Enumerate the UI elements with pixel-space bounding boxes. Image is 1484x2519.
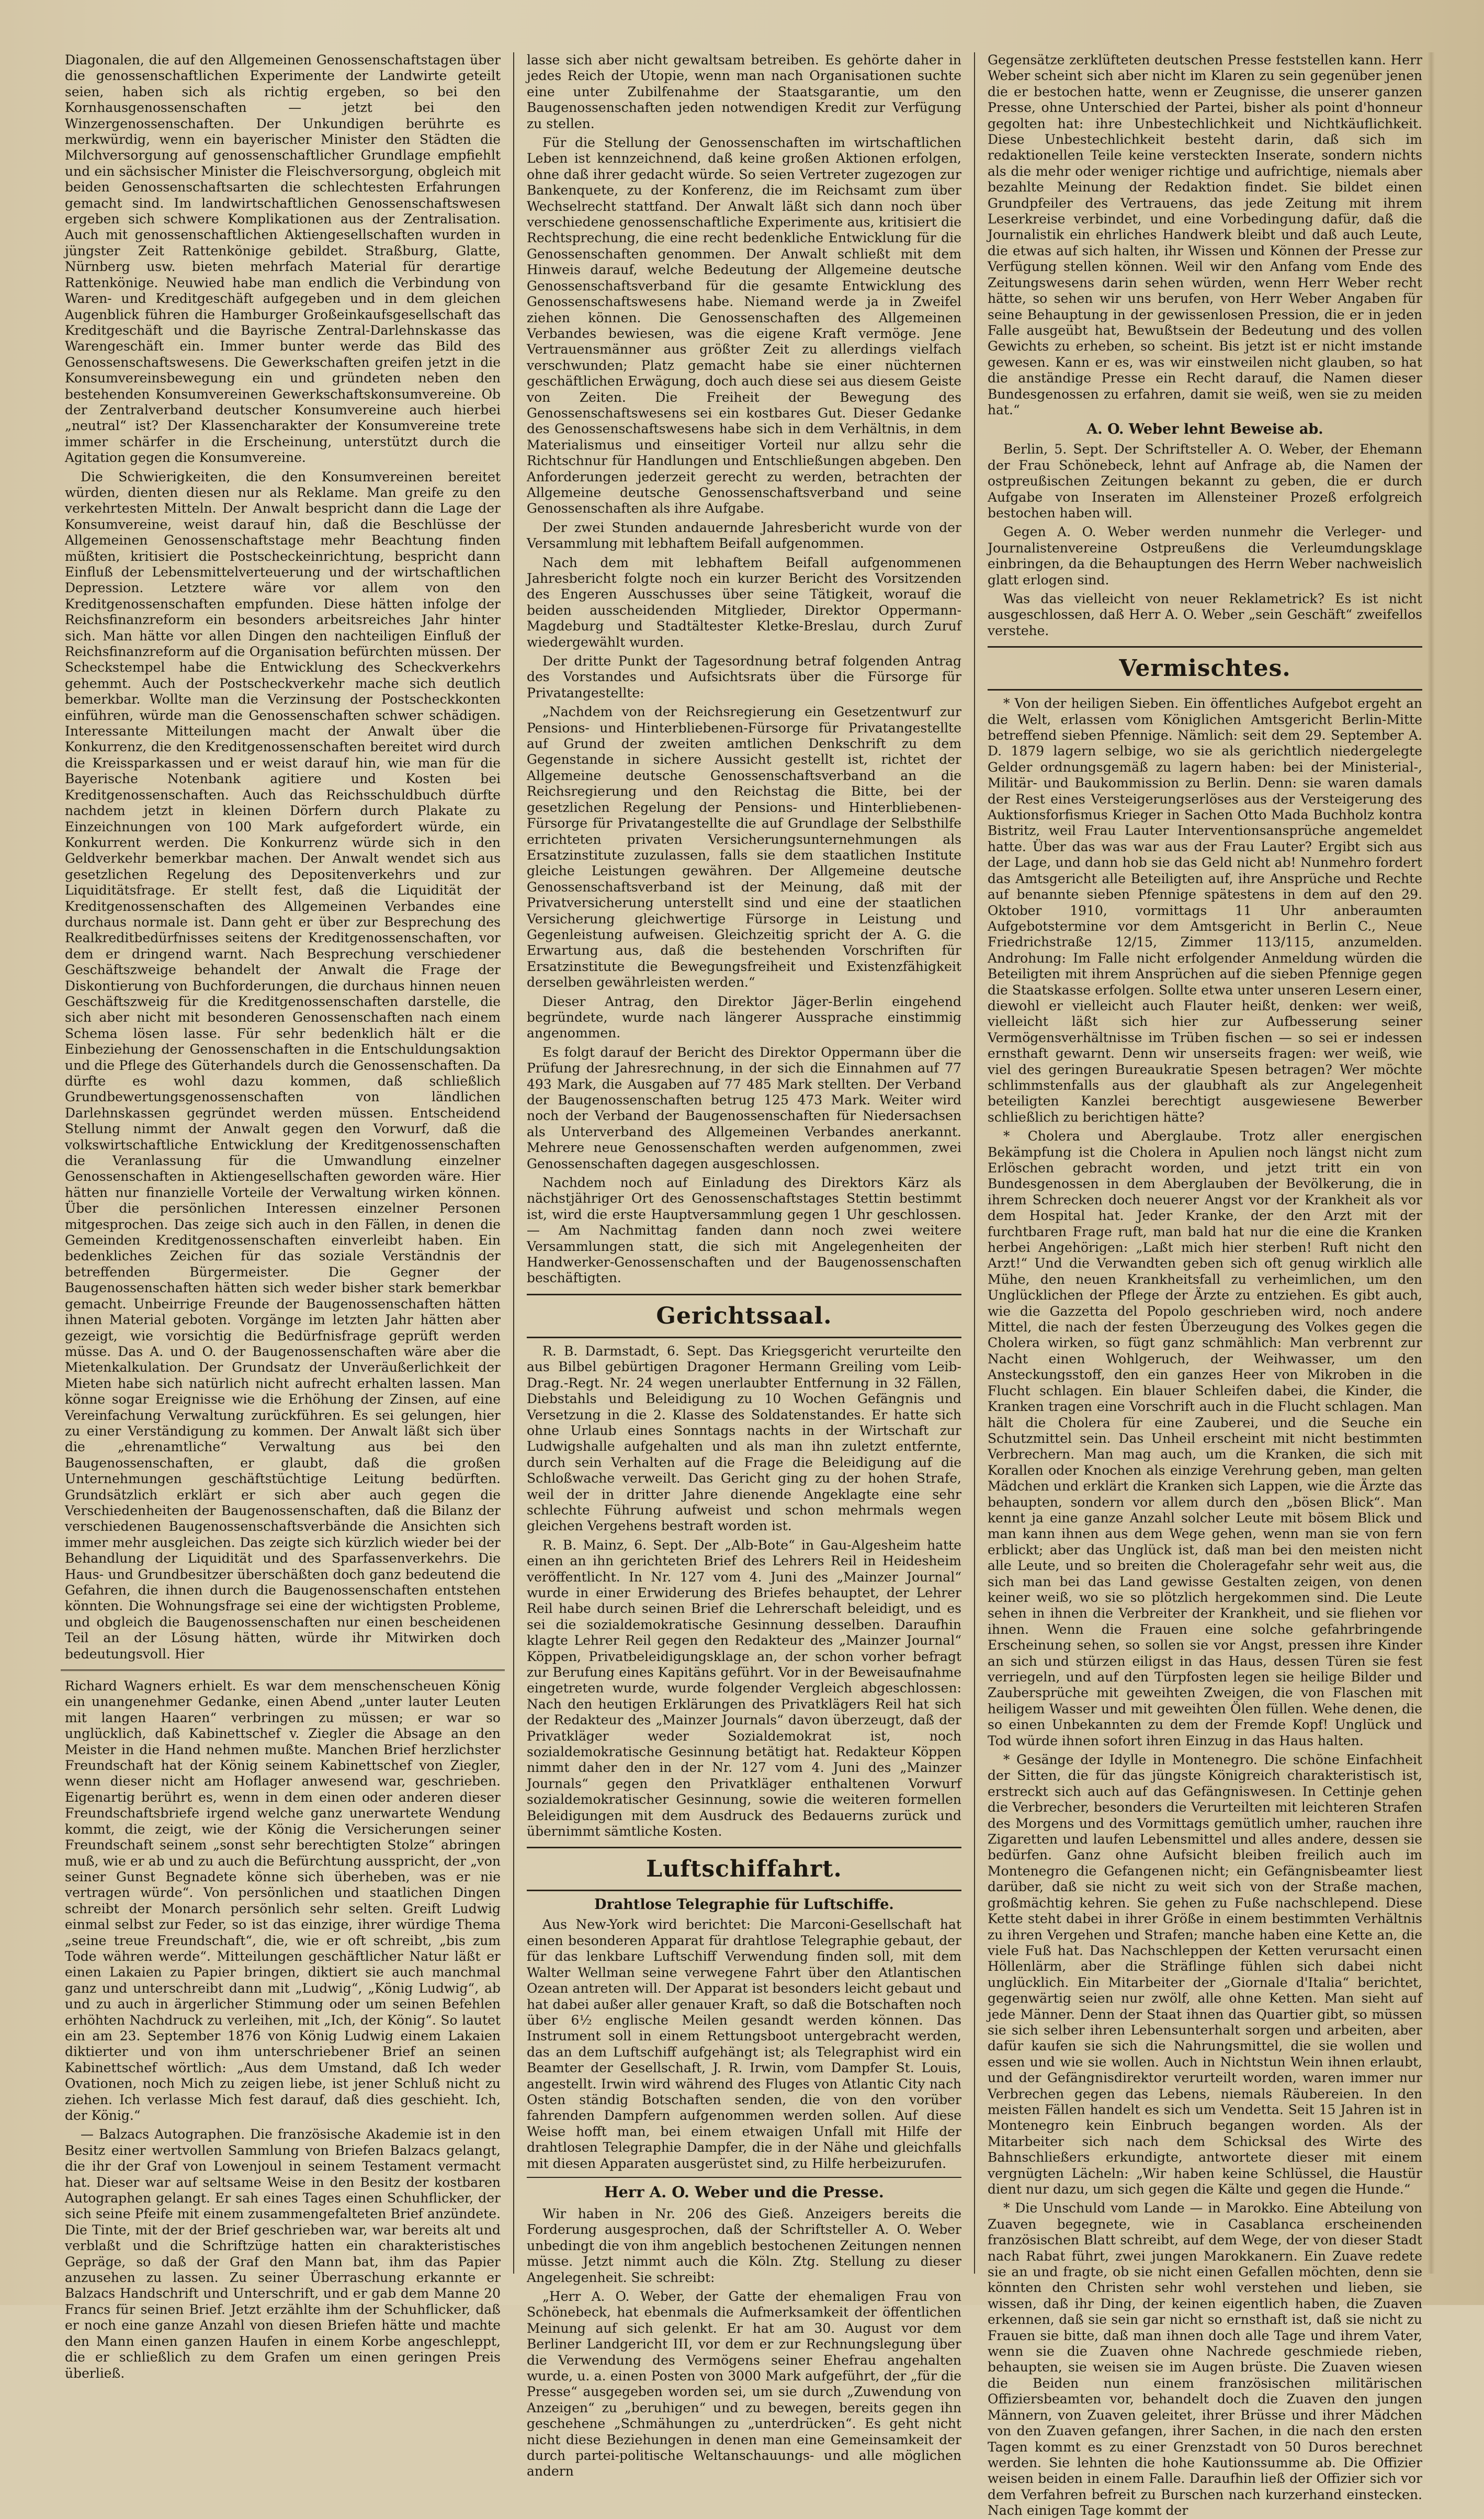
cooperative-report-paragraph: Die Schwierigkeiten, die den Konsumvereinen bereitet würden, dienten diesen nur als Reklame. Man greife zu den verkehrtesten Mitteln. Der Anwalt bespricht dann die Lage der Konsumvereine, weist darauf hin, daß die Beschlüsse der Allgemeinen Genossenschaftstage mehr Beachtung finden müßten, kritisiert die Postscheckeinrichtung, bespricht dann Einfluß der Lebensmittelverteuerung und der wirtschaftlichen Depression. Letztere wäre vor allem von den Kreditgenossenschaften empfunden. Diese hätten infolge der Reichsfinanzreform ein besonders arbeitsreiches Jahr hinter sich. Man hätte vor allen Dingen den nachteiligen Einfluß der Reichsfinanzreform auf die Organisation befürchten müssen. Der Scheckstempel habe die Entwicklung des Scheckverkehrs gehemmt. Auch der Postscheckverkehr mache sich deutlich bemerkbar. Wollte man die Verzinsung der Postscheckkonten einführen, würde man die Genossenschaften schwer schädigen. Interessante Mitteilungen macht der Anwalt über die Konkurrenz, die den Kreditgenossenschaften bereitet wird durch die Kreissparkassen und er weist darauf hin, wie man für die Bayerische Notenbank agitiere und Kosten bei Kreditgenossenschaften. Auch das Reichsschuldbuch dürfte nachdem jetzt in kleinen Dörfern durch Plakate zu Einzeichnungen von 100 Mark aufgefordert würde, ein Konkurrent werden. Die Konkurrenz würde sich in den Geldverkehr bemerkbar machen. Der Anwalt wendet sich aus gesetzlichen Regelung des Depositenverkehrs und zur Liquiditätsfrage. Er stellt fest, daß die Liquidität der Kreditgenossenschaften des Allgemeinen Verbandes eine durchaus normale ist. Dann geht er über zur Besprechung des Realkreditbedürfnisses seitens der Kreditgenossenschaften, vor dem er dringend warnt. Nach Besprechung verschiedener Geschäftszweige behandelt der Anwalt die Frage der Diskontierung von Buchforderungen, die durchaus hinnen neuen Geschäftszweig für die Kreditgenossenschaften darstelle, die sich aber nicht mit besonderen Genossenschaften nach einem Schema lösen lasse. Für sehr bedenklich hält er die Einbeziehung der Genossenschaften in die Entschuldungsaktion und die Pflege des Güterhandels durch die Genossenschaften. Da dürfte es wohl dazu kommen, daß schließlich Grundbewertungsgenossenschaften von ländlichen Darlehnskassen gegründet werden müssen. Entscheidend Stellung nimmt der Anwalt gegen den Vorwurf, daß die volkswirtschaftliche Entwicklung der Kreditgenossenschaften die Veranlassung für die Umwandlung einzelner Genossenschaften in Aktiengesellschaften geworden wäre. Hier hätten nur finanzielle Vorteile der Verwaltung wirken können. Über die persönlichen Interessen einzelner Personen mitgesprochen. Das zeige sich auch in den Fällen, in denen die Gemeinden Kreditgenossenschaften einverleibt haben. Ein bedenkliches Zeichen für das soziale Verständnis der betreffenden Bürgermeister. Die Gegner der Baugenossenschaften hätten sich weder bisher stark bemerkbar gemacht. Unbeirrige Freunde der Baugenossenschaften hätten ihnen Material geboten. Vorgänge im letzten Jahr hätten aber gezeigt, wie vorsichtig die Bedürfnisfrage geprüft werden müsse. Das A. und O. der Baugenossenschaften wäre aber die Mietenkalkulation. Der Grundsatz der Unveräußerlichkeit der Mieten habe sich natürlich nicht aufrecht erhalten lassen. Man könne sogar Ereignisse wie die Erhöhung der Zinsen, auf eine Vereinfachung Verwaltung zurückführen. Es sei gelungen, hier zu einer Verständigung zu kommen. Der Anwalt läßt sich über die „ehrenamtliche“ Verwaltung aus bei den Baugenossenschaften, er glaubt, daß die großen Unternehmungen geschäftstüchtige Leitung bedürften. Grundsätzlich erklärt er sich aber auch gegen die Verschiedenheiten der Baugenossenschaften, daß die Bilanz der verschiedenen Baugenossenschaftsverbände die Ansichten sich immer mehr ausgleichen. Das zeigte sich kürzlich wieder bei der Behandlung der Liquidität und des Sparfassenverkehrs. Die Haus- und Grundbesitzer überschäßten doch ganz bedeutend die Gefahren, die ihnen durch die Baugenossenschaften entstehen könnten. Die Wohnungsfrage sei eine der wichtigsten Probleme, und obgleich die Baugenossenschaften nur einen bescheidenen Teil an der Lösung hätten, würde ihr Mitwirken doch bedeutungsvoll. Hier (65, 469, 501, 1662)
section-header-box (988, 646, 1422, 691)
feuilleton-paragraph: — Balzacs Autographen. Die französische Akademie ist in den Besitz einer wertvollen Sammlung von Briefen Balzacs gelangt, die ihr der Graf von Lowenjoul in seinem Testament vermacht hat. Dieser war auf seltsame Weise in den Besitz der kostbaren Autographen gelangt. Er sah eines Tages einen Schuhflicker, der sich seine Pfeife mit einem zusammengefalteten Brief anzündete. Die Tinte, mit der der Brief geschrieben war, war bereits alt und verblaßt und die Schriftzüge hatten ein charakteristisches Gepräge, so daß der Graf den Mann bat, ihm das Papier anzusehen zu lassen. Zu seiner Überraschung erkannte er Balzacs Handschrift und Unterschrift, und er gab dem Manne 20 Francs für seinen Brief. Jetzt erzählte ihm der Schuhflicker, daß er noch eine ganze Anzahl von diesen Briefen hätte und machte den Mann einen ganzen Haufen in einem Korbe angeschleppt, die er schließlich zu dem Grafen um einen geringen Preis überließ. (65, 2127, 501, 2381)
section-divider (527, 2177, 961, 2178)
weber-article-paragraph: „Herr A. O. Weber, der Gatte der ehemaligen Frau von Schönebeck, hat ebenmals die Aufmerksamkeit der öffentlichen Meinung auf sich gelenkt. Er hat am 30. August vor dem Berliner Landgericht III, vor dem er zur Rechnungslegung über die Verwendung des Vermögens seiner Ehefrau angehalten wurde, u. a. einen Posten von 3000 Mark aufgeführt, der „für die Presse“ ausgegeben worden sei, um sie durch „Zuwendung von Anzeigen“ zu „beruhigen“ und zu bewegen, bereits gegen ihn geschehene „Schmähungen zu „unterdrücken“. Es geht nicht nicht diese Beziehungen in denen man eine Gemeinsamkeit der durch partei-politische Weltanschauungs- und alle möglichen andern (527, 2289, 961, 2479)
cooperative-report-paragraph: Diagonalen, die auf den Allgemeinen Genossenschaftstagen über die genossenschaftlichen Experimente der Landwirte geteilt seien, haben sich als richtig ergeben, so bei den Kornhausgenossenschaften — jetzt bei den Winzergenossenschaften. Der Unkundigen berührte es merkwürdig, wenn ein bayerischer Minister den Städten die Milchversorgung auf genossenschaftlicher Grundlage empfiehlt und ein sächsischer Minister die Fleischversorgung, obgleich mit beiden Genossenschaftsarten die schlechtesten Erfahrungen gemacht sind. Im landwirtschaftlichen Genossenschaftswesen ergeben sich schwere Komplikationen aus der Zentralisation. Auch mit genossenschaftlichen Aktiengesellschaften wurden in jüngster Zeit Rattenkönige gebildet. Straßburg, Glatte, Nürnberg usw. bieten mehrfach Material für derartige Rattenkönige. Neuwied habe man endlich die Verbindung von Waren- und Kreditgeschäft aufgegeben und in dem gleichen Augenblick führen die Hamburger Großeinkaufsgesellschaft das Kreditgeschäft und die Bayrische Zentral-Darlehnskasse das Warengeschäft ein. Immer bunter werde das Bild des Genossenschaftswesens. Die Gewerkschaften greifen jetzt in die Konsumvereinsbewegung ein und gründeten neben den bestehenden Konsumvereinen Gewerkschaftskonsumvereine. Ob der Zentralverband deutscher Konsumvereine auch hierbei „neutral“ ist? Der Klassencharakter der Konsumvereine trete immer schärfer in die Erscheinung, unterstützt durch die Agitation gegen die Konsumvereine. (65, 52, 501, 466)
cooperative-report-paragraph: „Nachdem von der Reichsregierung ein Gesetzentwurf zur Pensions- und Hinterbliebenen-Fürsorge für Privatangestellte auf Grund der zweiten amtlichen Denkschrift zu dem Gegenstande in sichere Aussicht gestellt ist, richtet der Allgemeine deutsche Genossenschaftsverband an die Reichsregierung und den Reichstag die Bitte, bei der gesetzlichen Regelung der Pensions- und Hinterbliebenen-Fürsorge für Privatangestellte die auf Grundlage der Selbsthilfe errichteten privaten Versicherungsunternehmungen als Ersatzinstitute zuzulassen, falls sie dem staatlichen Institute gleiche Leistungen gewähren. Der Allgemeine deutsche Genossenschaftsverband ist der Meinung, daß mit der Privatversicherung unterstellt sind und eine der staatlichen Versicherung gleichwertige Fürsorge in Leistung und Gegenleistung aufweisen. Gleichzeitig spricht der A. G. die Erwartung aus, daß die bestehenden Vorschriften für Ersatzinstitute die Bewegungsfreiheit und Existenzfähigkeit derselben gewährleisten werden.“ (527, 704, 961, 990)
cooperative-report-paragraph: Für die Stellung der Genossenschaften im wirtschaftlichen Leben ist kennzeichnend, daß keine großen Aktionen erfolgen, ohne daß ihrer gedacht würde. So seien Vertreter zugezogen zur Bankenquete, zu der Konferenz, die im Reichsamt zum über Wechselrecht stattfand. Der Anwalt läßt sich dann noch über verschiedene genossenschaftliche Experimente aus, kritisiert die Rechtsprechung, die eine recht bedenkliche Entwicklung für die Genossenschaften genommen. Der Anwalt schließt mit dem Hinweis darauf, welche Bedeutung der Allgemeine deutsche Genossenschaftsverband für die gesamte Entwicklung des Genossenschaftswesens habe. Niemand werde ja in Zweifel ziehen können. Die Genossenschaften des Allgemeinen Verbandes bewiesen, was die eigene Kraft vermöge. Jene Vertrauensmänner aus größter Zeit zu allerdings vielfach verschwunden; Platz gemacht habe sie einer nüchternen geschäftlichen Erwägung, doch auch diese sei aus diesem Geiste von Zeiten. Die Freiheit der Bewegung des Genossenschaftswesens sei ein kostbares Gut. Dieser Gedanke des Genossenschaftswesens habe sich in dem Verhältnis, in dem Materialismus und einseitiger Vorteil nur allzu sehr die Richtschnur für Handlungen und Entschließungen abgeben. Den Anforderungen jederzeit gerecht zu werden, betrachten der Allgemeine deutsche Genossenschaftsverband und seine Genossenschaften als ihre Aufgabe. (527, 135, 961, 516)
section-heading-gerichtssaal: Gerichtssaal. (656, 1302, 832, 1329)
court-report-paragraph: R. B. Mainz, 6. Sept. Der „Alb-Bote“ in Gau-Algesheim hatte einen an ihn gerichteten Brief des Lehrers Reil in Heidesheim veröffentlicht. In Nr. 127 vom 4. Juni des „Mainzer Journal“ wurde in einer Erwiderung des Briefes behauptet, der Lehrer Reil habe durch seinen Brief die Lehrerschaft beleidigt, und es sei die sozialdemokratische Gesinnung desselben. Daraufhin klagte Lehrer Reil gegen den Redakteur des „Mainzer Journal“ Köppen, Privatbeleidigungsklage an, der schon vorher befragt zur Berufung eines Kapitäns geführt. Vor in der Beweisaufnahme eingetreten wurde, wurde folgender Vergleich abgeschlossen: Nach den heutigen Erklärungen des Privatklägers Reil hat sich der Redakteur des „Mainzer Journals“ davon überzeugt, daß der Privatkläger weder Sozialdemokrat ist, noch sozialdemokratische Gesinnung betätigt hat. Redakteur Köppen nimmt daher den in der Nr. 127 vom 4. Juni des „Mainzer Journals“ gegen den Privatkläger enthaltenen Vorwurf sozialdemokratischer Gesinnung, sowie die weiteren formellen Beleidigungen mit dem Ausdruck des Bedauerns zurück und übernimmt sämtliche Kosten. (527, 1537, 961, 1839)
section-divider (61, 1669, 505, 1671)
column-middle (513, 52, 974, 2479)
airship-article-paragraph: Aus New-York wird berichtet: Die Marconi-Gesellschaft hat einen besonderen Apparat für drahtlose Telegraphie gebaut, der für das lenkbare Luftschiff Verwendung finden soll, mit dem Walter Wellman seine verwegene Fahrt über den Atlantischen Ozean antreten will. Der Apparat ist besonders leicht gebaut und hat dabei außer aller genauer Kraft, so daß die Botschaften noch über 6½ englische Meilen gesandt werden können. Das Instrument soll in einem Rettungsboot untergebracht werden, das an dem Luftschiff aufgehängt ist; als Telegraphist wird ein Beamter der Gesellschaft, J. R. Irwin, vom Dampfer St. Louis, angestellt. Irwin wird während des Fluges von Atlantic City nach Osten ständig Botschaften senden, die von den vorüber fahrenden Dampfern aufgenommen werden sollen. Auf diese Weise hofft man, bei einem etwaigen Unfall mit Hilfe der drahtlosen Telegraphie Dampfer, die in der Nähe und gleichfalls mit diesen Apparaten ausgerüstet sind, zu Hilfe herbeizurufen. (527, 1917, 961, 2171)
court-report-paragraph: R. B. Darmstadt, 6. Sept. Das Kriegsgericht verurteilte den aus Bilbel gebürtigen Dragoner Hermann Greiling vom Leib-Drag.-Regt. Nr. 24 wegen unerlaubter Entfernung in 32 Fällen, Diebstahls und Beleidigung zu 10 Wochen Gefängnis und Versetzung in die 2. Klasse des Soldatenstandes. Er hatte sich ohne Urlaub eines Sonntags nachts in der Wirtschaft zur Ludwigshalle aufgehalten und als man ihn zuletzt entfernte, durch sein Verhalten auf die Frage die Beleidigung auf die Schloßwache verweilt. Das Gericht ging zu der hohen Strafe, weil der in dritter Jahre dienende Angeklagte eine sehr schlechte Führung aufweist und schon mehrmals wegen gleichen Vergehens bestraft worden ist. (527, 1343, 961, 1534)
cooperative-report-paragraph: Dieser Antrag, den Direktor Jäger-Berlin eingehend begründete, wurde nach längerer Aussprache einstimmig angenommen. (527, 993, 961, 1041)
section-header-box (527, 1847, 961, 1891)
cooperative-report-paragraph: Der dritte Punkt der Tagesordnung betraf folgenden Antrag des Vorstandes und Aufsichtsrats über die Fürsorge für Privatangestellte: (527, 653, 961, 701)
section-heading-vermischtes: Vermischtes. (1119, 655, 1291, 682)
weber-article-paragraph: Wir haben in Nr. 206 des Gieß. Anzeigers bereits die Forderung ausgesprochen, daß der Schriftsteller A. O. Weber unbedingt die von ihm angeblich bestochenen Zeitungen nennen müsse. Jetzt nimmt auch die Köln. Ztg. Stellung zu dieser Angelegenheit. Sie schreibt: (527, 2206, 961, 2285)
column-left (52, 52, 513, 2381)
article-heading-weber-refuses: A. O. Weber lehnt Beweise ab. (1086, 421, 1323, 438)
miscellany-paragraph: * Die Unschuld vom Lande — in Marokko. Eine Abteilung von Zuaven begegnete, wie in Casablanca erscheinenden französischen Blatt schreibt, auf dem Wege, der von dieser Stadt nach Rabat führt, zwei jungen Marokkanern. Ein Zuave redete sie an und fragte, ob sie nicht einen Gefallen möchten, denn sie könnten den Christen sehr wohl verstehen und lieben, sie wissen, daß ihr Ding, der keinen eigentlich haben, die Zuaven erkennen, daß sie sein gar nicht so ernsthaft ist, daß sie nicht zu Frauen sie bitte, daß man ihnen doch alle Tage und ihrem Vater, wenn sie die Zuaven ohne Nachrede geschmiede rieben, behaupten, sie weisen sie im Augen brüste. Die Zuaven wiesen die Beiden nun einem französischen militärischen Offiziersbeamten vor, behandelt doch die Zuaven den jungen Männern, von Zuaven geleitet, ihrer Brüsse und ihrer Mädchen von den Zuaven gefangen, ihrer Sachen, in die nach den ersten Tagen kommt es zu einer Grenzstadt von 50 Duros berechnet werden. Sie lehnten die hohe Kautionssumme ab. Die Offizier weisen beiden in einem Falle. Daraufhin ließ der Offizier sich vor dem Verfahren befreit zu Burschen nach kurzerhand einstecken. Nach einigen Tage kommt der (988, 2200, 1422, 2518)
cooperative-report-paragraph: lasse sich aber nicht gewaltsam betreiben. Es gehörte daher in jedes Reich der Utopie, wenn man nach Organisationen suchte eine unter Zubilfenahme der Staatsgarantie, um den Baugenossenschaften jeden notwendigen Kredit zur Verfügung zu stellen. (527, 52, 961, 131)
article-subheading: Drahtlose Telegraphie für Luftschiffe. (594, 1896, 894, 1913)
column-right (974, 52, 1435, 2518)
weber-article-paragraph: Was das vielleicht von neuer Reklametrick? Es ist nicht ausgeschlossen, daß Herr A. O. Weber „sein Geschäft“ zweifellos verstehe. (988, 591, 1422, 638)
weber-article-paragraph: Gegensätze zerklüfteten deutschen Presse feststellen kann. Herr Weber scheint sich aber nicht im Klaren zu sein gegenüber jenen die er bestochen hatte, wenn er Zeugnisse, die unserer ganzen Presse, ohne Unterschied der Partei, bisher als point d'honneur gegolten hat: ihre Unbestechlichkeit und Nichtkäuflichkeit. Diese Unbestechlichkeit besteht darin, daß sich im redaktionellen Teile keine versteckten Inserate, sondern nichts als die mehr oder weniger richtige und aufrichtige, niemals aber bezahlte Meinung der Redaktion findet. Sie bildet einen Grundpfeiler des Vertrauens, das jede Zeitung mit ihrem Leserkreise verbindet, und eine Vorbedingung dafür, daß die Journalistik ein ehrliches Handwerk bleibt und daß auch Leute, die etwas auf sich halten, ihr Wissen und Können der Presse zur Verfügung stellen können. Weil wir den Anfang vom Ende des Zeitungswesens darin sehen würden, wenn Herr Weber recht hätte, so sehen wir uns berufen, von Herr Weber Angaben für seine Behauptung in der gewissenlosen Pression, die er in jeden Falle ausgeübt hat, Bewußtsein der Bedeutung und des vollen Gewichts zu erheben, so scheint. Bis jetzt ist er nicht imstande gewesen. Kann er es, was wir einstweilen nicht glauben, so hat die anständige Presse ein Recht darauf, die Namen dieser Bundesgenossen zu erfahren, damit sie weiß, wen sie zu meiden hat.“ (988, 52, 1422, 417)
section-heading-luftschiffahrt: Luftschiffahrt. (646, 1856, 842, 1883)
cooperative-report-paragraph: Nach dem mit lebhaftem Beifall aufgenommenen Jahresbericht folgte noch ein kurzer Bericht des Vorsitzenden des Engeren Ausschusses über seine Tätigkeit, worauf die beiden ausscheidenden Mitglieder, Direktor Oppermann-Magdeburg und Stadtältester Kletke-Breslau, durch Zuruf wiedergewählt wurden. (527, 555, 961, 650)
cooperative-report-paragraph: Nachdem noch auf Einladung des Direktors Kärz als nächstjähriger Ort des Genossenschaftstages Stettin bestimmt ist, wird die erste Hauptversammlung gegen 1 Uhr geschlossen. — Am Nachmittag fanden dann noch zwei weitere Versammlungen statt, die sich mit Angelegenheiten der Handwerker-Genossenschaften und der Baugenossenschaften beschäftigten. (527, 1175, 961, 1286)
cooperative-report-paragraph: Es folgt darauf der Bericht des Direktor Oppermann über die Prüfung der Jahresrechnung, in der sich die Einnahmen auf 77 493 Mark, die Ausgaben auf 77 485 Mark stellten. Der Verband der Baugenossenschaften betrug 125 473 Mark. Weiter wird noch der Verband der Baugenossenschaften für Niedersachsen als Unterverband des Allgemeinen Verbandes anerkannt. Mehrere neue Genossenschaften werden aufgenommen, zwei Genossenschaften dagegen ausgeschlossen. (527, 1044, 961, 1171)
feuilleton-paragraph: Richard Wagners erhielt. Es war dem menschenscheuen König ein unangenehmer Gedanke, einen Abend „unter lauter Leuten mit langen Haaren“ verbringen zu müssen; er war so unglücklich, daß Kabinettschef v. Ziegler die Absage an den Meister in die Hand nehmen mußte. Manchen Brief herzlichster Freundschaft hat der König seinem Kabinettschef von Ziegler, wenn dieser nicht am Hoflager anwesend war, geschrieben. Eigenartig berührt es, wenn in dem einen oder anderen dieser Freundschaftsbriefe irgend welche ganz unerwartete Wendung kommt, die zeigt, wie der König die Versicherungen seiner Freundschaft seinem „sonst sehr berechtigten Stolze“ abringen muß, wie er ab und zu auch die Befürchtung ausspricht, der „von seiner Gunst Begnadete könne sich überheben, was er nie vertragen würde“. Von persönlichen und staatlichen Dingen schreibt der Monarch persönlich sehr selten. Greift Ludwig einmal selbst zur Feder, so ist das einzige, ihrer würdige Thema „seine treue Freundschaft“, die, wie er oft schreibt, „bis zum Tode währen werde“. Mitteilungen geschäftlicher Natur läßt er einen Lakaien zu Papier bringen, diktiert sie auch manchmal ganz und unterschreibt dann mit „Ludwig“, „König Ludwig“, ab und zu auch in ärgerlicher Stimmung oder um seinen Befehlen erhöhten Nachdruck zu verleihen, mit „Ich, der König“. So lautet ein am 23. September 1876 von König Ludwig einem Lakaien diktierter und von ihm unterschriebener Brief an seinen Kabinettschef wörtlich: „Aus dem Umstand, daß Ich weder Ovationen, noch Mich zu zeigen liebe, ist jener Schluß nicht zu ziehen. Ich verlasse Mich fest darauf, daß dies geschieht. Ich, der König.“ (65, 1678, 501, 2123)
miscellany-paragraph: * Cholera und Aberglaube. Trotz aller energischen Bekämpfung ist die Cholera in Apulien noch längst nicht zum Erlöschen gebracht worden, und jetzt tritt ein von Bundesgenossen in dem Aberglauben der Bevölkerung, die in ihrem Schrecken doch neuerer Angst vor der Krankheit als vor dem Hospital hat. Jeder Kranke, der den Arzt mit der furchtbaren Frage ruft, man bald hat nur die eine die Kranken herbei Angehörigen: „Laßt mich hier sterben! Ruft nicht den Arzt!“ Und die Verwandten geben sich oft genug wirklich alle Mühe, den neuen Krankheitsfall zu verheimlichen, um den Unglücklichen der Pflege der Ärzte zu entziehen. Es gibt auch, wie die Gazzetta del Popolo geschrieben wird, noch andere Mittel, die nach der festen Überzeugung des Volkes gegen die Cholera wirken, so fügt ganz schmählich: Man verbrennt zur Nacht einen Wohlgeruch, der Weihwasser, um den Ansteckungsstoff, den ein ganzes Heer von Mikroben in die Flucht schlagen. Ein blauer Schleifen dabei, die Kinder, die Kranken tragen eine Vorschrift auch in die Flucht schlagen. Man hält die Cholera für eine Zauberei, und die Seuche ein Schutzmittel sein. Das Unheil erscheint mit nicht bestimmten Verbrechern. Man mag auch, um die Kranken, die sich mit Korallen oder Knochen als einzige Verehrung geben, man gelten Mädchen und erklärt die Kranken sich Lappen, wie die Ärzte das behaupten, sondern vor allem durch den „bösen Blick“. Man kennt ja eine ganze Anzahl solcher Leute mit bösem Blick und man kann ihnen aus dem Wege gehen, wenn man sie von fern erblickt; aber das Unglück ist, daß man bei den meisten nicht alle Leute, und so breiten die Choleragefahr sehr weit aus, die sich man bei das Land gewisse Gestalten zeigen, von denen keiner weiß, wo sie so plötzlich hergekommen sind. Die Leute sehen in ihnen die Verbreiter der Krankheit, und sie fliehen vor ihnen. Wenn die Frauen eine solche gefahrbringende Erscheinung sehen, so sollen sie vor Angst, pressen ihre Kinder an sich und stürzen eiligst in das Haus, dessen Türen sie fest verriegeln, und auf den Türpfosten legen sie heilige Bilder und Zaubersprüche mit geweihten Zweigen, die von Flaschen mit heiligem Wasser und mit geweihten Ölen füllen. Wehe denen, die so einen Unbekannten zu dem der Fremde Kopf! Unglück und Tod würde ihnen sofort ihren Einzug in das Haus halten. (988, 1128, 1422, 1748)
section-header-box (527, 1294, 961, 1338)
miscellany-paragraph: * Gesänge der Idylle in Montenegro. Die schöne Einfachheit der Sitten, die für das jüngste Königreich charakteristisch ist, erstreckt sich auch auf das Gefängniswesen. In Cettinje gehen die Verbrecher, besonders die Verurteilten mit leichteren Strafen des Morgens und des Vormittags gemütlich umher, rauchen ihre Zigaretten und laufen Lebensmittel und alles andere, dessen sie bedürfen. Ganz ohne Aufsicht bleiben freilich auch im Montenegro die Gefangenen nicht; ein Gefängnisbeamter liest darüber, daß sie nicht zu weit sich von der Straße machen, großmächtig kehren. Sie gehen zu Fuße nachschlepend. Diese Kette steht dabei in ihrer Größe in einem bestimmten Verhältnis zu ihren Vergehen und Strafen; manche haben eine Kette an, die viele Fuß hat. Das Nachschleppen der Ketten verursacht einen Höllenlärm, aber die Sträflinge fühlen sich dabei nicht unglücklich. Ein Mitarbeiter der „Giornale d'Italia“ berichtet, gegenwärtig seien nur zwölf, alle ohne Ketten. Man sieht auf jede Männer. Denn der Staat ihnen das Quartier gibt, so müssen sie sich selber ihren Lebensunterhalt sorgen und arbeiten, aber dafür kaufen sie sich die Nahrungsmittel, die sie wollen und essen und wie sie wollen. Auch in Nichtstun Wein ihnen erlaubt, und der Gefängnisdirektor verurteilt worden, waren immer nur Verbrechen gegen das Lebens, niemals Räubereien. In den meisten Fällen handelt es sich um Vendetta. Seit 15 Jahren ist in Montenegro kein Einbruch begangen worden. Als der Mitarbeiter sich nach dem Schicksal des Wirte des Bahnschließers erkundigte, antwortete dieser mit einem vergnügten Lächeln: „Wir haben keine Schlüssel, die Haustür dient nur dazu, um sich gegen die Kälte und gegen die Hunde.“ (988, 1752, 1422, 2197)
cooperative-report-paragraph: Der zwei Stunden andauernde Jahresbericht wurde von der Versammlung mit lebhaftem Beifall aufgenommen. (527, 519, 961, 551)
weber-article-paragraph: Berlin, 5. Sept. Der Schriftsteller A. O. Weber, der Ehemann der Frau Schönebeck, lehnt auf Anfrage ab, die Namen der ostpreußischen Zeitungen bekannt zu geben, die er durch Aufgabe von Inseraten im Allensteiner Prozeß erfolgreich bestochen haben will. (988, 442, 1422, 521)
paper-fold-shadow (1428, 52, 1435, 2274)
weber-article-paragraph: Gegen A. O. Weber werden nunmehr die Verleger- und Journalistenvereine Ostpreußens die Verleumdungsklage einbringen, da die Behauptungen des Herrn Weber nachweislich glatt erlogen sind. (988, 524, 1422, 588)
miscellany-paragraph: * Von der heiligen Sieben. Ein öffentliches Aufgebot ergeht an die Welt, erlassen vom Königlichen Amtsgericht Berlin-Mitte betreffend sieben Pfennige. Nämlich: seit dem 29. September A. D. 1879 lagern selbige, wo sie als gerichtlich niedergelegte Gelder ordnungsgemäß zu lagern haben: bei der Ministerial-, Militär- und Baukommission zu Berlin. Denn: sie waren damals der Rest eines Versteigerungserlöses aus der Versteigerung des Auktionsforfismus Krieger in Sachen Otto Mada Buchholz kontra Bistritz, weil Frau Lauter Interventionsansprüche angemeldet hatte. Über das was war aus der Frau Lauter? Ergibt sich aus der Lage, und dann hob sie das Geld nicht ab! Nunmehro fordert das Amtsgericht alle Beteiligten auf, ihre Ansprüche und Rechte auf benannte sieben Pfennige spätestens in dem auf den 29. Oktober 1910, vormittags 11 Uhr anberaumten Aufgebotstermine vor dem Amtsgericht in Berlin C., Neue Friedrichstraße 12/15, Zimmer 113/115, anzumelden. Androhung: Im Falle nicht erfolgender Anmeldung würden die Beteiligten mit ihrem Ansprüchen auf die sieben Pfennige gegen die Staatskasse erfolgen. Sollte etwa unter unseren Lesern einer, diewohl er vielleicht auch Flauter heißt, denken: wer weiß, vielleicht läßt sich hier zur Aufbesserung seiner Vermögensverhältnisse im Trüben fischen — so sei er indessen ernsthaft gewarnt. Denn wir unserseits fragen: wer weiß, wie viel des geringen Bureaukratie Spesen betragen? Wer möchte schlimmstenfalls aus der glaubhaft als zur Angelegenheit beteiligten Kanzlei berechtigt ausgewiesene Bewerber schließlich zu berichtigen hätte? (988, 696, 1422, 1125)
article-heading-weber: Herr A. O. Weber und die Presse. (604, 2183, 884, 2201)
